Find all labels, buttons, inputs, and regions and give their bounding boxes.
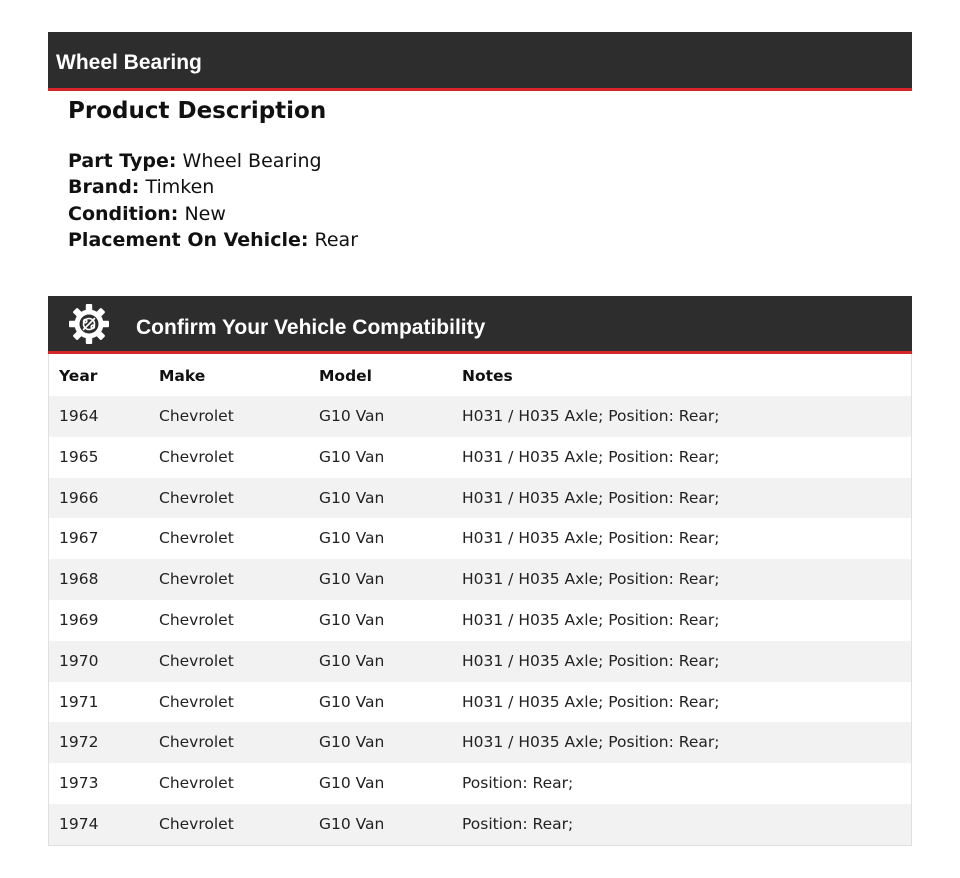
spec-row-condition: [68, 201, 888, 227]
cell-year: 1965: [59, 447, 99, 466]
cell-make: Chevrolet: [159, 488, 234, 507]
cell-make: Chevrolet: [159, 407, 234, 425]
table-row: [49, 641, 911, 682]
cell-year: 1966: [59, 488, 99, 507]
cell-year: 1971: [59, 692, 99, 711]
compatibility-title: Confirm Your Vehicle Compatibility: [136, 316, 486, 339]
cell-model: G10 Van: [319, 651, 385, 670]
cell-make: Chevrolet: [159, 692, 234, 711]
cell-make: Chevrolet: [159, 447, 234, 466]
cell-make: Chevrolet: [159, 814, 234, 833]
spec-value: Timken: [145, 176, 215, 199]
cell-notes: H031 / H035 Axle; Position: Rear;: [462, 570, 720, 589]
cell-year: 1972: [59, 733, 99, 752]
spec-list: [68, 148, 888, 253]
table-row: [49, 722, 911, 763]
product-title: Wheel Bearing: [56, 51, 202, 74]
spec-label: Brand:: [68, 176, 140, 199]
table-row: [49, 763, 911, 804]
compatibility-header: [48, 296, 912, 354]
cell-make: Chevrolet: [159, 733, 234, 752]
cell-make: Chevrolet: [159, 774, 234, 793]
cell-make: Chevrolet: [159, 610, 234, 629]
table-row: [49, 682, 911, 723]
cell-notes: H031 / H035 Axle; Position: Rear;: [462, 488, 720, 507]
spec-value: Wheel Bearing: [182, 150, 322, 172]
cell-model: G10 Van: [319, 692, 385, 711]
table-row: [49, 600, 911, 641]
cell-year: 1964: [59, 407, 99, 425]
table-row: [49, 478, 911, 519]
cell-model: G10 Van: [319, 774, 385, 793]
description-heading: Product Description: [68, 98, 327, 124]
gear-wrench-icon: [68, 303, 110, 345]
product-description: [68, 96, 888, 253]
column-header-notes: Notes: [462, 367, 513, 385]
spec-label: Part Type:: [68, 150, 177, 172]
cell-year: 1974: [59, 814, 99, 833]
cell-model: G10 Van: [319, 488, 385, 507]
spec-row-brand: [68, 174, 888, 200]
cell-model: G10 Van: [319, 447, 385, 466]
cell-make: Chevrolet: [159, 570, 234, 589]
table-row: [49, 437, 911, 478]
column-header-make: Make: [159, 367, 206, 385]
cell-year: 1968: [59, 570, 99, 589]
compatibility-table: [48, 354, 912, 846]
cell-notes: H031 / H035 Axle; Position: Rear;: [462, 651, 720, 670]
cell-year: 1970: [59, 651, 99, 670]
cell-notes: Position: Rear;: [462, 774, 574, 793]
cell-model: G10 Van: [319, 733, 385, 752]
spec-label: Condition:: [68, 202, 179, 225]
cell-notes: H031 / H035 Axle; Position: Rear;: [462, 447, 720, 466]
cell-notes: H031 / H035 Axle; Position: Rear;: [462, 529, 720, 548]
cell-notes: H031 / H035 Axle; Position: Rear;: [462, 610, 720, 629]
spec-value: New: [184, 202, 226, 225]
cell-model: G10 Van: [319, 814, 385, 833]
spec-label: Placement On Vehicle:: [68, 228, 309, 251]
table-header-row: [49, 354, 911, 396]
cell-year: 1973: [59, 774, 99, 793]
cell-year: 1967: [59, 529, 99, 548]
cell-model: G10 Van: [319, 610, 385, 629]
table-row: [49, 518, 911, 559]
cell-make: Chevrolet: [159, 529, 234, 548]
cell-notes: H031 / H035 Axle; Position: Rear;: [462, 692, 720, 711]
cell-model: G10 Van: [319, 529, 385, 548]
table-row: [49, 396, 911, 437]
cell-notes: H031 / H035 Axle; Position: Rear;: [462, 407, 720, 425]
table-row: [49, 559, 911, 600]
cell-notes: Position: Rear;: [462, 814, 574, 833]
spec-value: Rear: [314, 228, 359, 251]
product-title-bar: [48, 32, 912, 91]
cell-notes: H031 / H035 Axle; Position: Rear;: [462, 733, 720, 752]
cell-model: G10 Van: [319, 570, 385, 589]
spec-row-placement: [68, 227, 888, 253]
cell-year: 1969: [59, 610, 99, 629]
column-header-year: Year: [59, 367, 98, 385]
cell-model: G10 Van: [319, 407, 385, 425]
spec-row-part-type: [68, 148, 888, 174]
table-row: [49, 804, 911, 845]
column-header-model: Model: [319, 367, 372, 385]
cell-make: Chevrolet: [159, 651, 234, 670]
